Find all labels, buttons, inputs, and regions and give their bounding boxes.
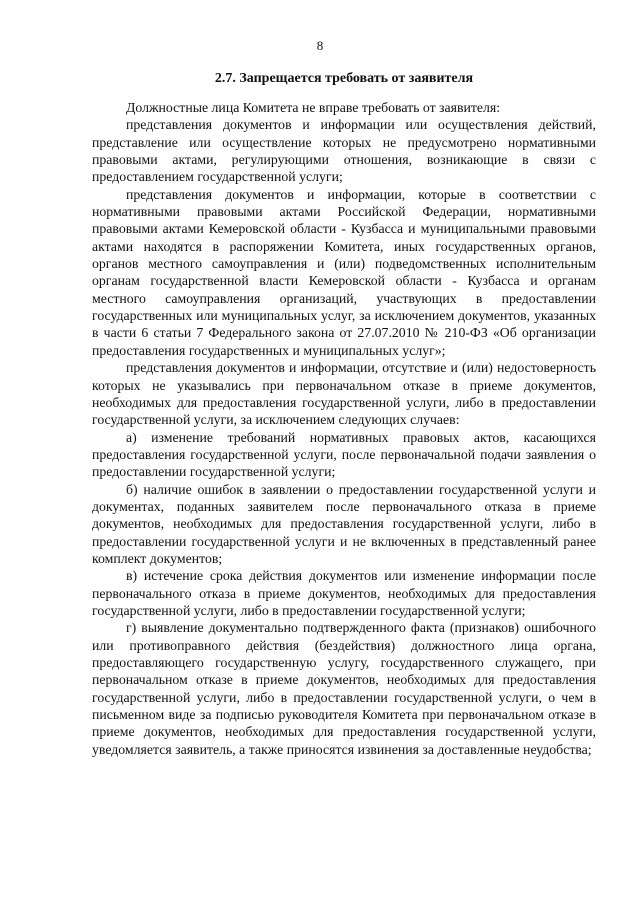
body-text [92, 99, 596, 758]
page-number: 8 [316, 38, 324, 53]
paragraph-item: представления документов и информации или осуществления действий, представление или осуществление которых не предусмотрено нормативными правовыми актами, регулирующими отношения, возникающие в связи с предоставлением государственной услуги; [92, 117, 596, 185]
paragraph-item: представления документов и информации, которые в соответствии с нормативными правовыми актами Российской Федерации, нормативными правовыми актами Кемеровской области - Кузбасса и муниципальными правовыми актами находятся в распоряжении Комитета, иных государственных органов, органов местного самоуправления и (или) подведомственных исполнительным органам государственной власти Кемеровской области - Кузбасса и органам местного самоуправления организаций, участвующих в предоставлении государственных или муниципальных услуг, за исключением документов, указанных в части 6 статьи 7 Федерального закона от 27.07.2010 № 210-ФЗ «Об организации предоставления государственных и муниципальных услуг»; [92, 186, 596, 358]
section-heading: 2.7. Запрещается требовать от заявителя [214, 71, 474, 86]
paragraph-subitem-a: а) изменение требований нормативных правовых актов, касающихся предоставления государственной услуги, после первоначальной подачи заявления о предоставлении государственной услуги; [92, 429, 596, 480]
paragraph-subitem-v: в) истечение срока действия документов или изменение информации после первоначального отказа в приеме документов, необходимых для предоставления государственной услуги, либо в предоставлении государственной услуги; [92, 568, 596, 618]
paragraph-subitem-g: г) выявление документально подтвержденного факта (признаков) ошибочного или противоправного действия (бездействия) должностного лица органа, предоставляющего государственную услугу, государственного служащего, при первоначальном отказе в приеме документов, необходимых для предоставления государственной услуги, либо в предоставлении государственной услуги, о чем в письменном виде за подписью руководителя Комитета при первоначальном отказе в приеме документов, необходимых для предоставления государственной услуги, уведомляется заявитель, а также приносятся извинения за доставленные неудобства; [92, 620, 596, 757]
paragraph-item: представления документов и информации, отсутствие и (или) недостоверность которых не указывались при первоначальном отказе в приеме документов, необходимых для предоставления государственной услуги, либо в предоставлении государственной услуги, за исключением следующих случаев: [92, 360, 596, 428]
paragraph-subitem-b: б) наличие ошибок в заявлении о предоставлении государственной услуги и документах, поданных заявителем после первоначального отказа в приеме документов, необходимых для предоставления государственной услуги, либо в предоставлении государственной услуги и не включенных в представленный ранее комплект документов; [92, 481, 596, 566]
paragraph-intro: Должностные лица Комитета не вправе требовать от заявителя: [126, 100, 501, 115]
